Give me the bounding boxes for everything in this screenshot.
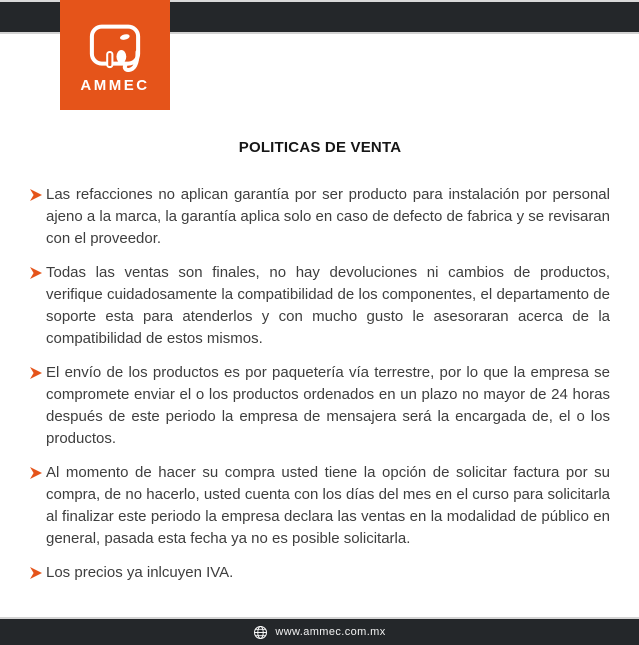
arrow-bullet-icon [30, 367, 42, 379]
policy-item [30, 562, 610, 584]
policy-text: El envío de los productos es por paquetería vía terrestre, por lo que la empresa se compromete enviar el o los productos ordenados en un plazo no mayor de 24 horas después de este periodo la empresa de mensajera será la encargada de, el o los productos. [46, 364, 610, 447]
arrow-bullet-icon [30, 467, 42, 479]
arrow-bullet-icon [30, 567, 42, 579]
policy-document [0, 34, 639, 617]
elephant-logo-icon [84, 22, 146, 74]
brand-logo-text: AMMEC [80, 77, 150, 94]
policy-text: Los precios ya inlcuyen IVA. [46, 564, 234, 581]
policy-item [30, 362, 610, 450]
policy-text: Las refacciones no aplican garantía por ser producto para instalación por personal ajeno a la marca, la garantía aplica solo en caso de defecto de fabrica y se revisaran con el proveedor. [46, 186, 610, 247]
globe-icon [253, 625, 268, 640]
brand-logo [60, 0, 170, 110]
policy-item [30, 262, 610, 350]
policy-text: Al momento de hacer su compra usted tiene la opción de solicitar factura por su compra, de no hacerlo, usted cuenta con los días del mes en el curso para solicitarla al finalizar este periodo la empresa declara las ventas en la modalidad de público en general, pasada esta fecha ya no es posible solicitarla. [46, 464, 610, 547]
page-title: POLITICAS DE VENTA [238, 139, 402, 156]
arrow-bullet-icon [30, 189, 42, 201]
policy-item [30, 462, 610, 550]
footer-bar [0, 619, 639, 645]
footer-url[interactable]: www.ammec.com.mx [275, 626, 386, 638]
footer [0, 617, 639, 645]
policy-item [30, 184, 610, 250]
policy-text: Todas las ventas son finales, no hay devoluciones ni cambios de productos, verifique cuidadosamente la compatibilidad de los componentes, el departamento de soporte esta para atenderlos y con mucho gusto le asesoraran acerca de la compatibilidad de estos mismos. [46, 264, 610, 347]
arrow-bullet-icon [30, 267, 42, 279]
